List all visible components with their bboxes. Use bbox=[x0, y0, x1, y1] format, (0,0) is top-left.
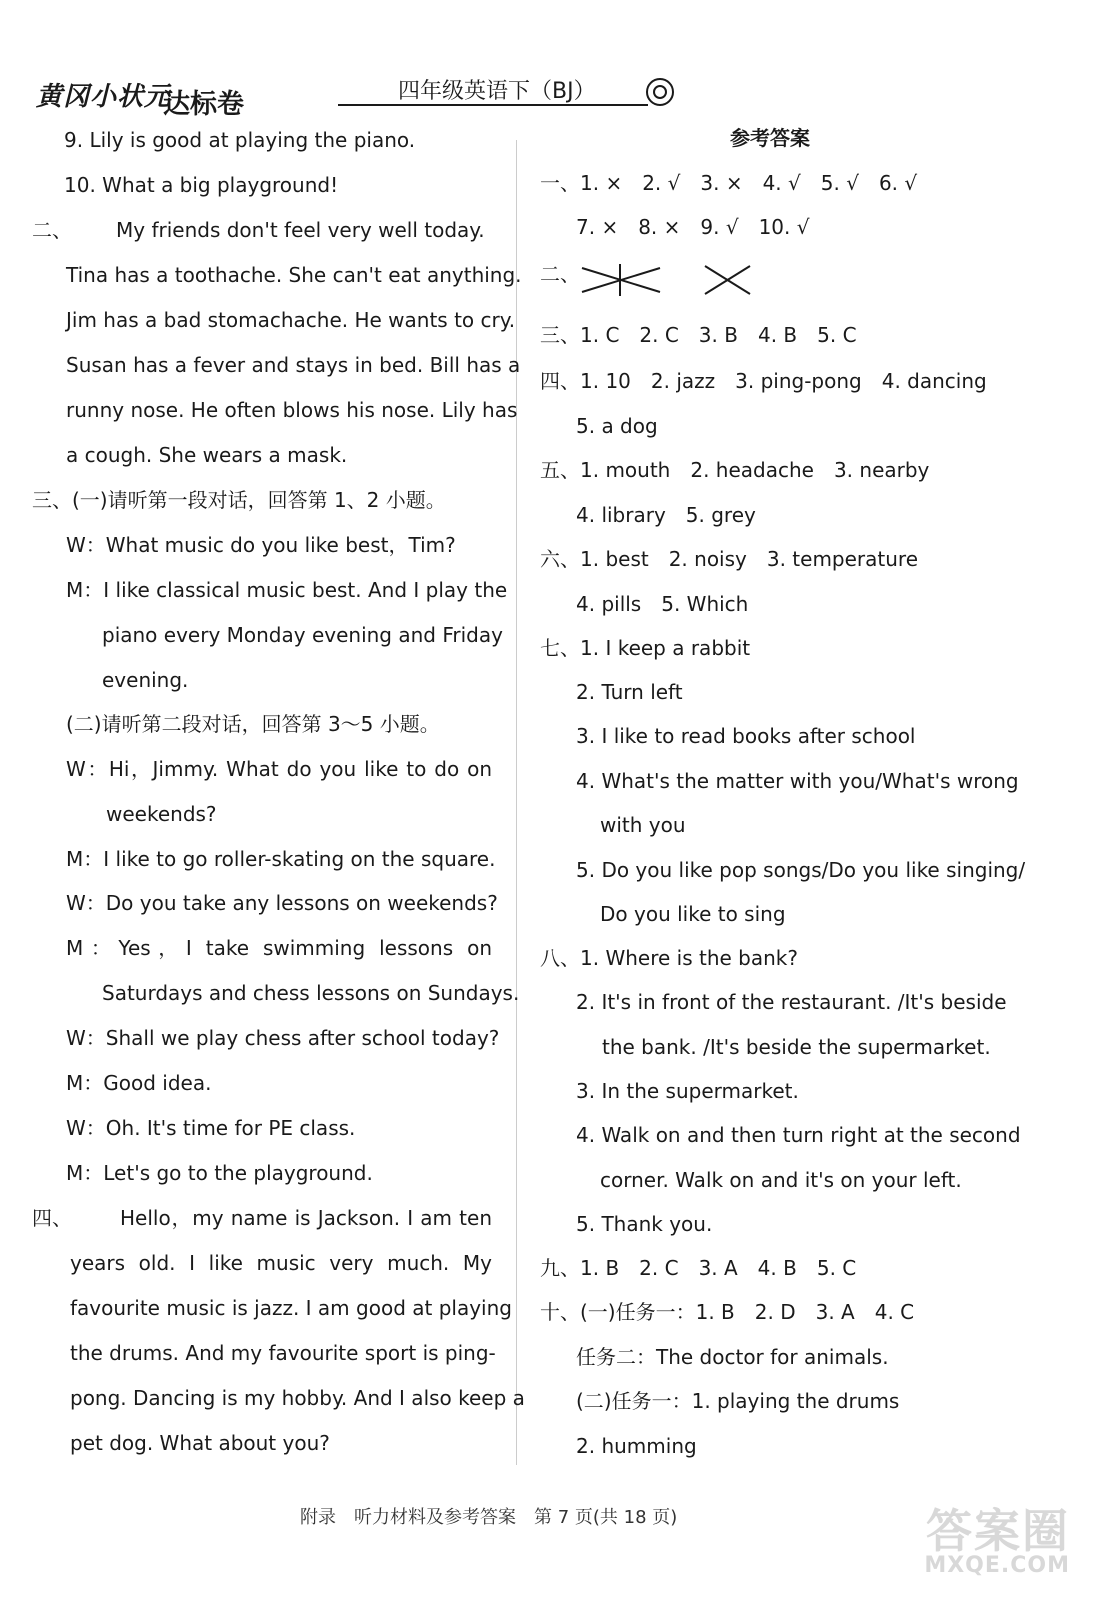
dialogue-line: Saturdays and chess lessons on Sundays. bbox=[102, 981, 520, 1005]
dialogue-line: M：Good idea. bbox=[66, 1071, 212, 1095]
answer-line: 5. Do you like pop songs/Do you like singing/ bbox=[576, 858, 1026, 882]
brand-name: 黄冈小状元 bbox=[36, 82, 172, 112]
watermark-text: 答案圈 bbox=[926, 1504, 1070, 1558]
answer-line: 4. What's the matter with you/What's wrong bbox=[576, 769, 1019, 793]
dialogue-line: M：Yes，I take swimming lessons on bbox=[66, 936, 492, 960]
dialogue-line: W：Oh. It's time for PE class. bbox=[66, 1116, 356, 1140]
answer-line: 3. I like to read books after school bbox=[576, 724, 916, 748]
passage-4-line: pong. Dancing is my hobby. And I also keep a bbox=[70, 1386, 525, 1410]
passage-2-line: runny nose. He often blows his nose. Lily has bbox=[66, 398, 518, 422]
left-line-10: 10. What a big playground! bbox=[64, 173, 339, 197]
passage-4-line: pet dog. What about you? bbox=[70, 1431, 330, 1455]
passage-4-line: years old. I like music very much. My bbox=[70, 1251, 492, 1275]
left-line-9: 9. Lily is good at playing the piano. bbox=[64, 128, 416, 152]
answer-line: 一、1. × 2. √ 3. × 4. √ 5. √ 6. √ bbox=[540, 171, 918, 195]
answer-line: 2. humming bbox=[576, 1434, 697, 1458]
column-divider bbox=[516, 140, 517, 1465]
dialogue-line: piano every Monday evening and Friday bbox=[102, 623, 503, 647]
dialogue-line: M：Let's go to the playground. bbox=[66, 1161, 373, 1185]
passage-4-line: Hello，my name is Jackson. I am ten bbox=[120, 1206, 492, 1230]
dialogue-line: M：I like to go roller-skating on the square. bbox=[66, 847, 496, 871]
watermark-url: MXQE.COM bbox=[924, 1553, 1070, 1578]
matching-lines-answer bbox=[580, 262, 760, 298]
dialogue-line: W：Shall we play chess after school today? bbox=[66, 1026, 500, 1050]
answer-line: 4. pills 5. Which bbox=[576, 592, 749, 616]
passage-2-line: Susan has a fever and stays in bed. Bill has a bbox=[66, 353, 521, 377]
answer-line: (二)任务一：1. playing the drums bbox=[576, 1389, 900, 1413]
answers-heading: 参考答案 bbox=[730, 126, 810, 150]
spiral-logo-icon bbox=[646, 78, 674, 106]
answer-line: 5. Thank you. bbox=[576, 1212, 713, 1236]
section-4-label: 四、 bbox=[32, 1206, 72, 1230]
passage-2-line: a cough. She wears a mask. bbox=[66, 443, 348, 467]
page-footer: 附录 听力材料及参考答案 第 7 页(共 18 页) bbox=[300, 1507, 678, 1528]
answer-line: the bank. /It's beside the supermarket. bbox=[602, 1035, 991, 1059]
section-2-label: 二、 bbox=[32, 218, 72, 242]
passage-4-line: the drums. And my favourite sport is ping- bbox=[70, 1341, 496, 1365]
answer-line: 2. Turn left bbox=[576, 680, 683, 704]
book-title: 四年级英语下（BJ） bbox=[398, 79, 596, 104]
answer-line: with you bbox=[600, 813, 686, 837]
answer-line: 五、1. mouth 2. headache 3. nearby bbox=[540, 458, 930, 482]
dialogue-line: M：I like classical music best. And I play the bbox=[66, 578, 508, 602]
dialogue-line: weekends? bbox=[106, 802, 217, 826]
passage-2-line: Tina has a toothache. She can't eat anything. bbox=[66, 263, 522, 287]
answer-line: 4. library 5. grey bbox=[576, 503, 756, 527]
answer-line: 5. a dog bbox=[576, 414, 658, 438]
answer-line: Do you like to sing bbox=[600, 902, 786, 926]
header-underline bbox=[338, 104, 648, 106]
dialogue-line: W：Do you take any lessons on weekends? bbox=[66, 891, 498, 915]
dialogue-line: W：Hi，Jimmy. What do you like to do on bbox=[66, 757, 492, 781]
dialogue-line: W：What music do you like best，Tim? bbox=[66, 533, 456, 557]
answer-line: 七、1. I keep a rabbit bbox=[540, 636, 751, 660]
answer-line: 九、1. B 2. C 3. A 4. B 5. C bbox=[540, 1256, 857, 1280]
answer-line: 任务二：The doctor for animals. bbox=[576, 1345, 889, 1369]
answer-line: 十、(一)任务一：1. B 2. D 3. A 4. C bbox=[540, 1300, 915, 1324]
passage-4-line: favourite music is jazz. I am good at playing bbox=[70, 1296, 512, 1320]
answer-section-2-label: 二、 bbox=[540, 262, 580, 286]
answer-line: 4. Walk on and then turn right at the second bbox=[576, 1123, 1021, 1147]
answer-line: 八、1. Where is the bank? bbox=[540, 946, 798, 970]
dialogue-line: evening. bbox=[102, 668, 189, 692]
answer-line: 六、1. best 2. noisy 3. temperature bbox=[540, 547, 919, 571]
answer-line: 2. It's in front of the restaurant. /It's beside bbox=[576, 990, 1007, 1014]
brand-subtitle: 达标卷 bbox=[163, 89, 244, 120]
answer-line: 三、1. C 2. C 3. B 4. B 5. C bbox=[540, 323, 857, 347]
answer-line: 3. In the supermarket. bbox=[576, 1079, 799, 1103]
section-3-heading-1: 三、(一)请听第一段对话，回答第 1、2 小题。 bbox=[32, 488, 446, 512]
answer-line: 7. × 8. × 9. √ 10. √ bbox=[576, 215, 810, 239]
passage-2-line: My friends don't feel very well today. bbox=[116, 218, 485, 242]
watermark-logo bbox=[900, 1495, 1080, 1585]
page-header bbox=[28, 62, 678, 120]
answer-line: corner. Walk on and it's on your left. bbox=[600, 1168, 962, 1192]
section-3-heading-2: (二)请听第二段对话，回答第 3～5 小题。 bbox=[66, 712, 440, 736]
answer-line: 四、1. 10 2. jazz 3. ping-pong 4. dancing bbox=[540, 369, 987, 393]
passage-2-line: Jim has a bad stomachache. He wants to cry. bbox=[66, 308, 516, 332]
